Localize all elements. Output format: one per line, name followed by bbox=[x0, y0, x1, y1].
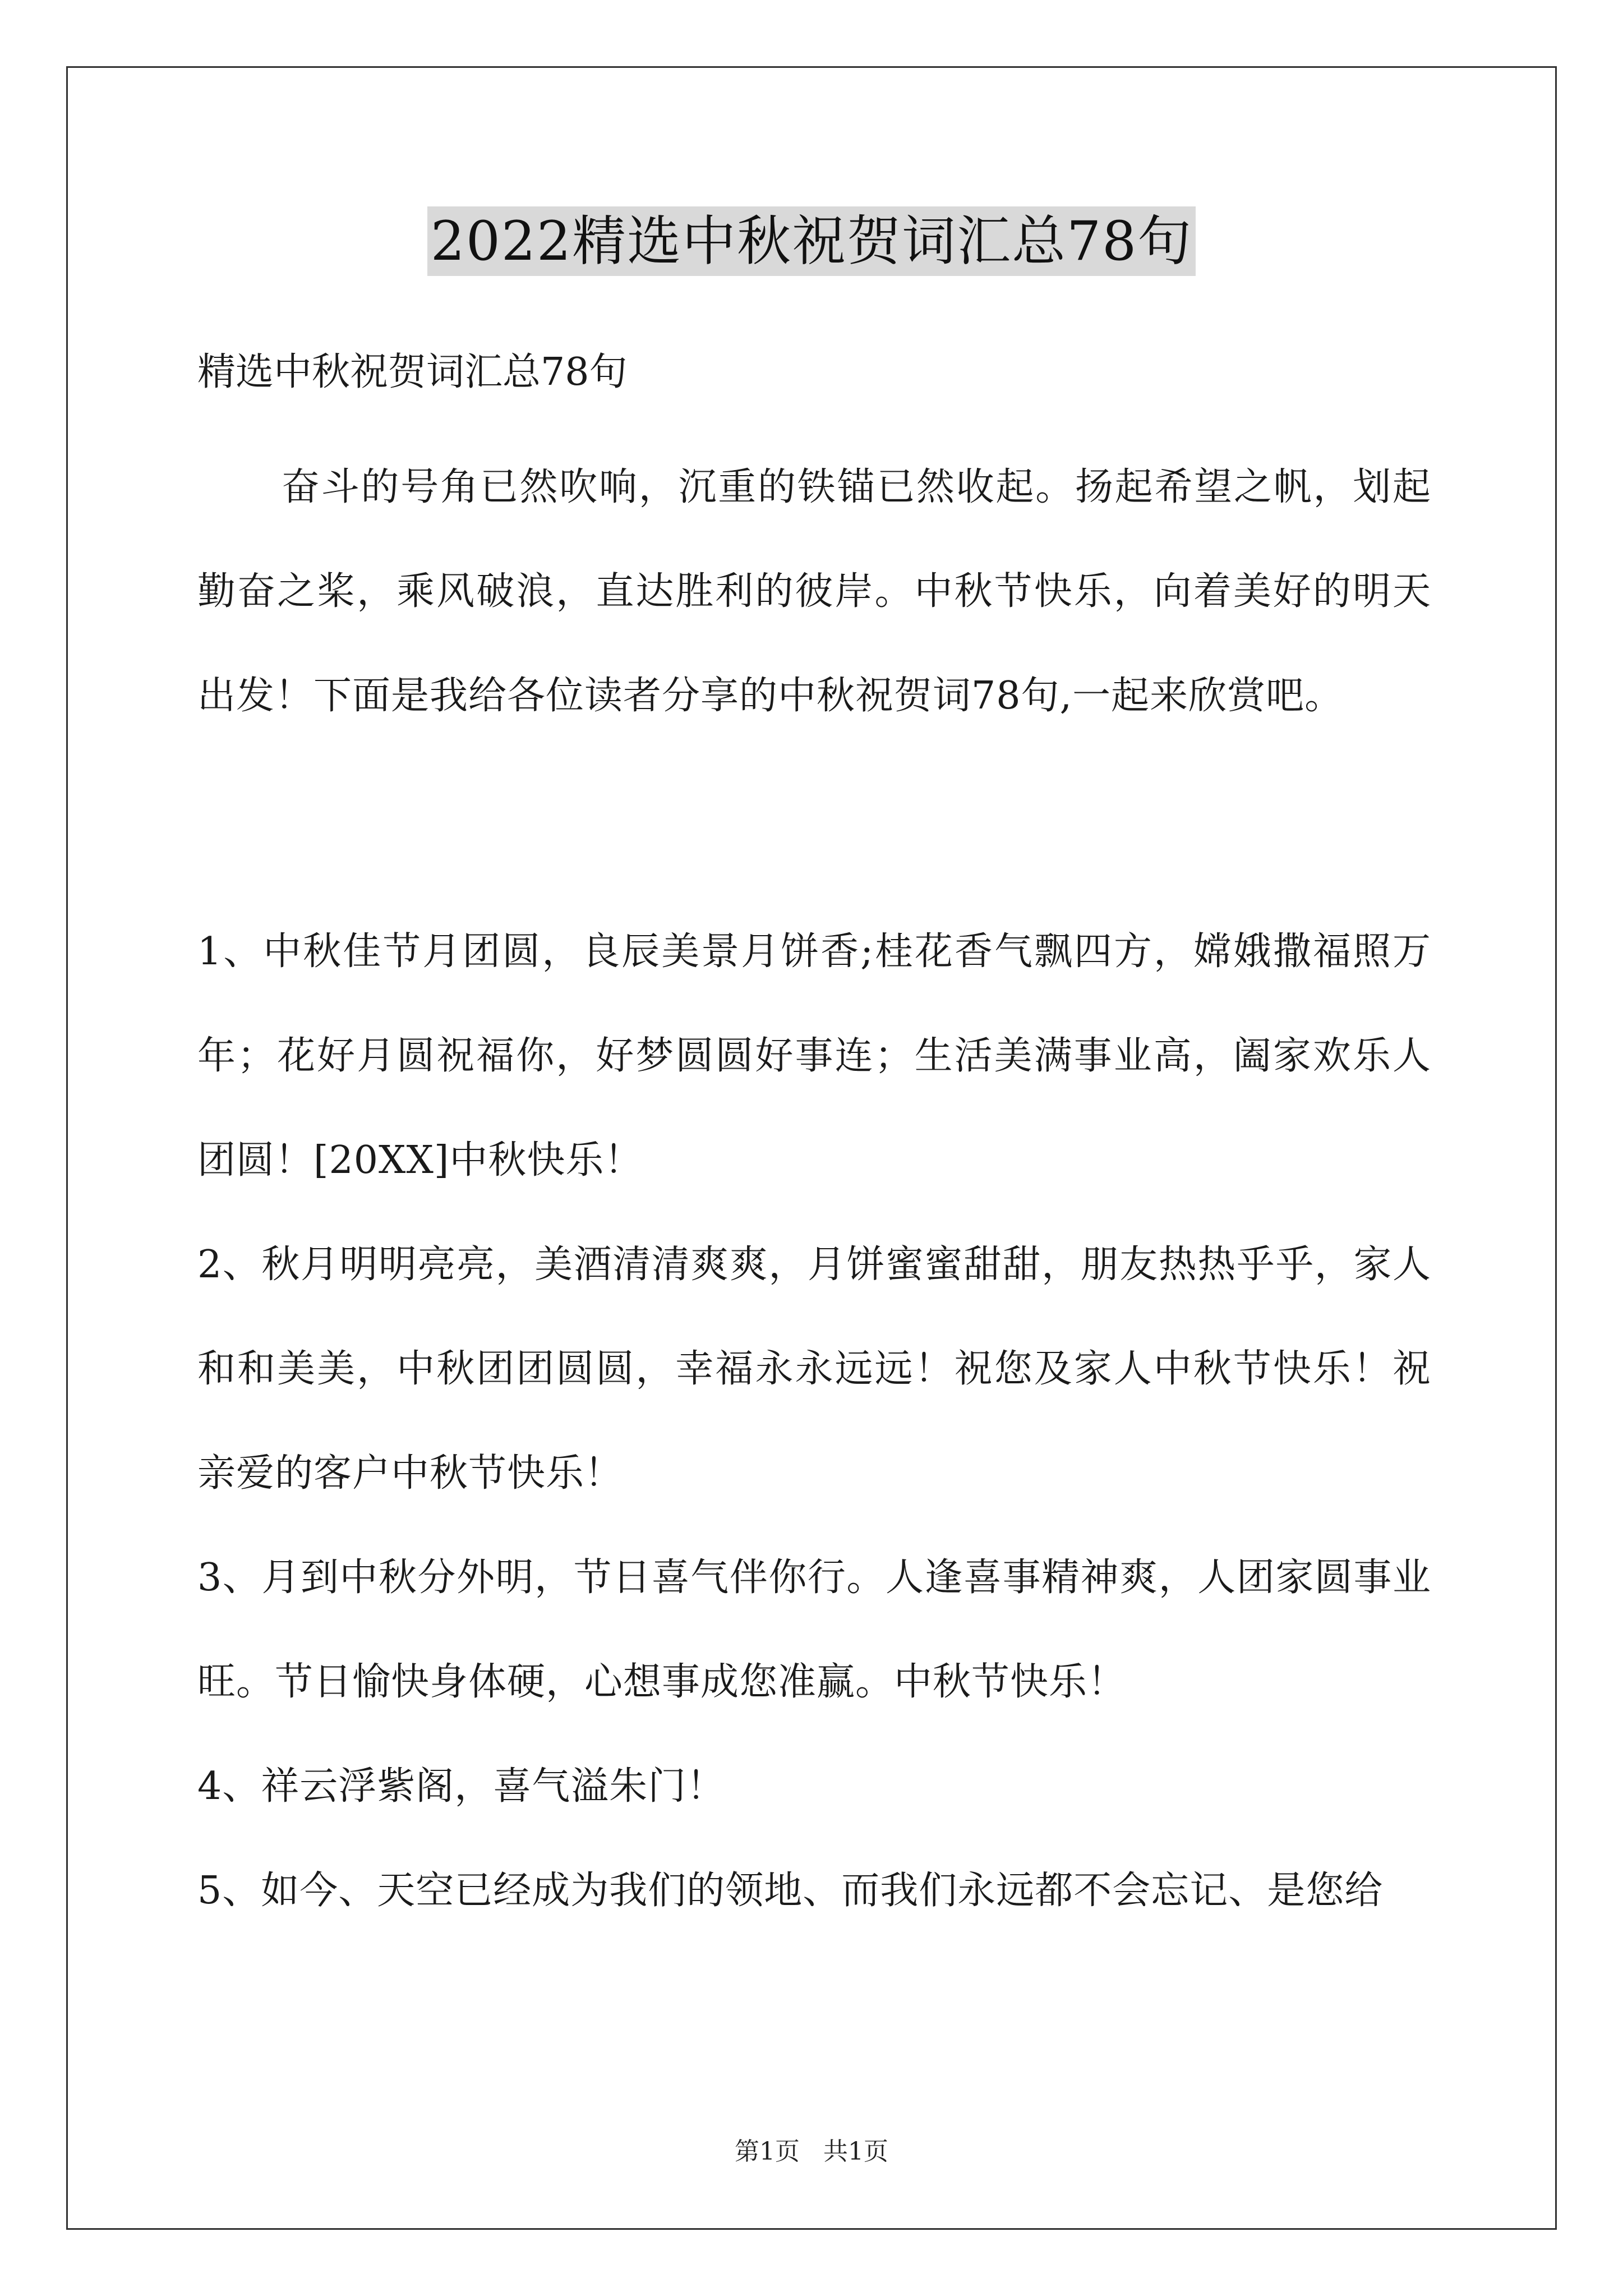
greeting-item-3: 3、月到中秋分外明，节日喜气伴你行。人逢喜事精神爽，人团家圆事业旺。节日愉快身体硬，心想事成您准赢。中秋节快乐！ bbox=[197, 1556, 1431, 1704]
document-title: 2022精选中秋祝贺词汇总78句 bbox=[427, 206, 1196, 276]
page-footer: 第1页 共1页 bbox=[735, 2137, 888, 2166]
intro-paragraph: 奋斗的号角已然吹响，沉重的铁锚已然收起。扬起希望之帆，划起勤奋之桨，乘风破浪，直达胜利的彼岸。中秋节快乐，向着美好的明天出发！下面是我给各位读者分享的中秋祝贺词78句,一起来欣赏吧。 bbox=[197, 465, 1431, 718]
greeting-item-1: 1、中秋佳节月团圆，良辰美景月饼香;桂花香气飘四方，嫦娥撒福照万年；花好月圆祝福你，好梦圆圆好事连；生活美满事业高，阖家欢乐人团圆！[20XX]中秋快乐！ bbox=[197, 930, 1431, 1182]
paragraph-spacer bbox=[197, 748, 1431, 900]
document-subtitle: 精选中秋祝贺词汇总78句 bbox=[197, 350, 628, 394]
greeting-item-5: 5、如今、天空已经成为我们的领地、而我们永远都不会忘记、是您给 bbox=[197, 1869, 1384, 1913]
title-container bbox=[0, 206, 1623, 276]
document-body bbox=[197, 339, 1431, 1943]
greeting-item-2: 2、秋月明明亮亮，美酒清清爽爽，月饼蜜蜜甜甜，朋友热热乎乎，家人和和美美，中秋团团圆圆，幸福永永远远！祝您及家人中秋节快乐！祝亲爱的客户中秋节快乐！ bbox=[197, 1243, 1431, 1496]
greeting-item-4: 4、祥云浮紫阁，喜气溢朱门！ bbox=[197, 1764, 726, 1809]
